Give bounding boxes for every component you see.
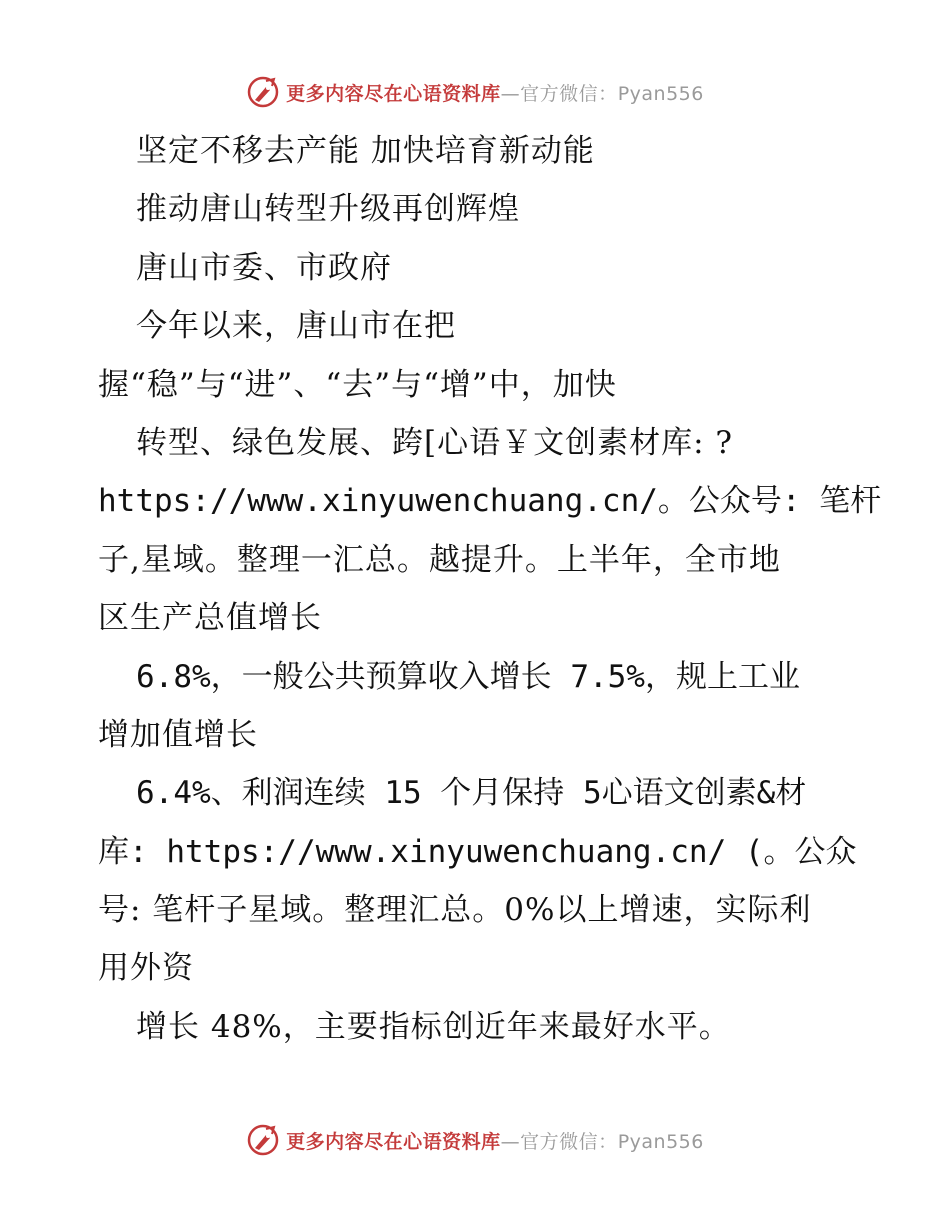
header-watermark-banner <box>0 72 950 112</box>
doc-line-2: 推动唐山转型升级再创辉煌 <box>136 191 520 228</box>
doc-line-10: 6.8%，一般公共预算收入增长 7.5%，规上工业 <box>136 658 800 695</box>
doc-line-9: 区生产总值增长 <box>98 600 322 637</box>
banner-account: Pyan556 <box>617 82 704 105</box>
banner-official: 官方微信： <box>520 1130 618 1153</box>
doc-line-6: 转型、绿色发展、跨[心语￥文创素材库: ? <box>136 424 734 461</box>
pen-nib-circle-icon <box>246 1123 280 1157</box>
banner-dash: — <box>500 1130 521 1153</box>
banner-dash: — <box>500 82 521 105</box>
document-body <box>98 122 882 1056</box>
doc-line-4: 今年以来，唐山市在把 <box>136 308 456 345</box>
doc-line-12: 6.4%、利润连续 15 个月保持 5心语文创素&材 <box>136 775 807 812</box>
doc-line-7: https://www.xinyuwenchuang.cn/。公众号: 笔杆 <box>98 483 882 520</box>
banner-text <box>286 1127 704 1154</box>
doc-line-8: 子,星域。整理一汇总。越提升。上半年，全市地 <box>98 541 781 578</box>
doc-line-5: 握“稳”与“进”、“去”与“增”中，加快 <box>98 366 617 403</box>
banner-text <box>286 79 704 106</box>
doc-line-15: 用外资 <box>98 950 194 987</box>
doc-line-13: 库: https://www.xinyuwenchuang.cn/ (。公众 <box>98 833 857 870</box>
footer-watermark-banner <box>0 1120 950 1160</box>
doc-line-16: 增长 48%，主要指标创近年来最好水平。 <box>136 1008 731 1045</box>
doc-line-14: 号: 笔杆子星域。整理汇总。0%以上增速，实际利 <box>98 892 812 929</box>
doc-line-11: 增加值增长 <box>98 716 258 753</box>
pen-nib-circle-icon <box>246 75 280 109</box>
banner-account: Pyan556 <box>617 1130 704 1153</box>
banner-official: 官方微信： <box>520 82 618 105</box>
banner-lead: 更多内容尽在心语资料库 <box>286 1130 501 1153</box>
banner-lead: 更多内容尽在心语资料库 <box>286 82 501 105</box>
doc-line-1: 坚定不移去产能 加快培育新动能 <box>136 133 595 169</box>
doc-line-3: 唐山市委、市政府 <box>136 249 392 286</box>
